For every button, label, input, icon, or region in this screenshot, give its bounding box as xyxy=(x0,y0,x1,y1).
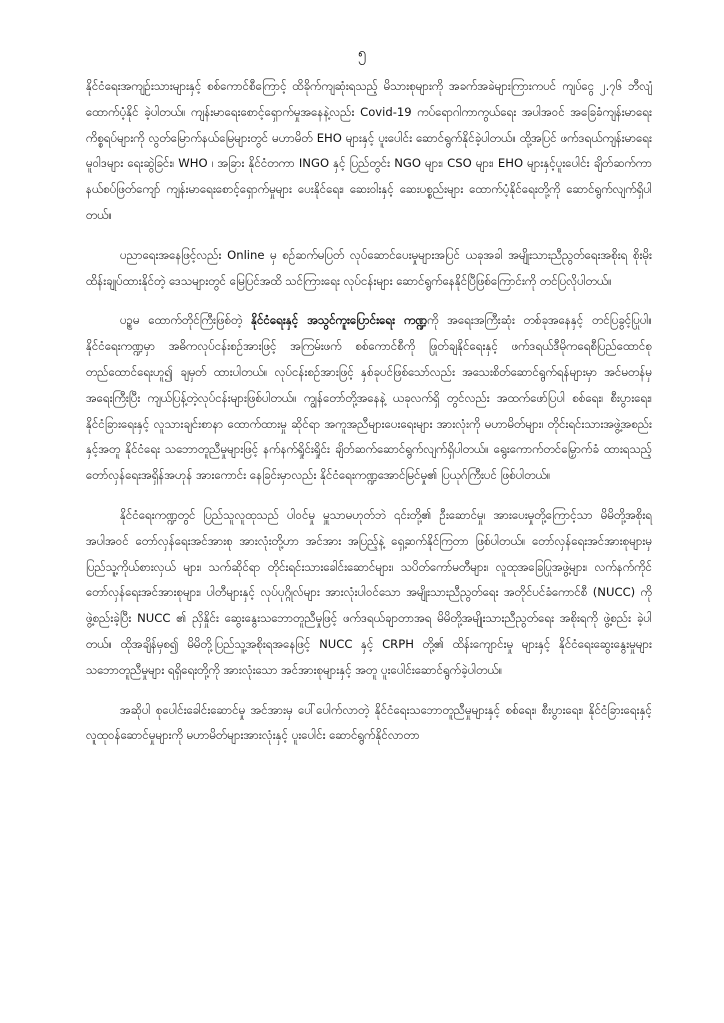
document-body xyxy=(86,74,652,763)
paragraph-4 xyxy=(86,503,652,684)
paragraph-4-text: နိုင်ငံရေးကဏ္ဍတွင် ပြည်သူလူထုသည် ပါဝင်မှု မှူသာမဟုတ်ဘဲ ၎င်းတို့၏ ဦးဆောင်မှု၊ အားပေးမှုတို့ကြောင့်သာ မိမိတို့အစိုးရ အပါအဝင် တော်လှန်ရေးအင်အားစု အားလုံးတို့ဟာ အင်အား အပြည့်နဲ့ ရှေ့ဆက်နိုင်ကြတာ ဖြစ်ပါတယ်။ တော်လှန်ရေးအင်အားစုများမှ ပြည်သူ့ကိုယ်စားလှယ် များ၊ သက်ဆိုင်ရာ တိုင်းရင်းသားခေါင်းဆောင်များ၊ သပိတ်ကော်မတီများ၊ လူထုအခြေပြုအဖွဲ့များ၊ လက်နက်ကိုင် တော်လှန်ရေးအင်အားစုများ၊ ပါတီများနှင့် လုပ်ပုဂ္ဂိုလ်များ အားလုံးပါဝင်သော အမျိုးသားညီညွတ်ရေး အတိုင်ပင်ခံကောင်စီ (NUCC) ကို ဖွဲ့စည်းခဲ့ပြီး NUCC ၏ ညှိနှိုင်း ဆွေးနွေးသဘောတူညီမှုဖြင့် ဖက်ဒရယ်ချာတာအရ မိမိတို့အမျိုးသားညီညွတ်ရေး အစိုးရကို ဖွဲ့စည်း ခဲ့ပါတယ်။ ထိုအချိန်မှစ၍ မိမိတို့ပြည်သူ့အစိုးရအနေဖြင့် NUCC နှင့် CRPH တို့၏ ထိန်းကျောင်းမှု များနှင့် နိုင်ငံရေးဆွေးနွေးမှုများ သဘောတူညီမှုများ ရရှိရေးတို့ကို အားလုံးသော အင်အားစုများနှင့် အတူ ပူးပေါင်းဆောင်ရွက်ခဲ့ပါတယ်။ xyxy=(86,507,652,677)
paragraph-3 xyxy=(86,308,652,489)
paragraph-5 xyxy=(86,698,652,750)
paragraph-3-text-start: ပဉ္စမ ထောက်တိုင်ကြီးဖြစ်တဲ့ xyxy=(120,313,252,328)
paragraph-3-bold-heading: နိုင်ငံရေးနှင့် အသွင်ကူးပြောင်းရေး ကဏ္ဍ xyxy=(251,313,428,328)
paragraph-2-text: ပညာရေးအနေဖြင့်လည်း Online မှ စဉ်ဆက်မပြတ် လုပ်ဆောင်ပေးမှုများအပြင် ယခုအခါ အမျိုးသားညီညွတ်ရေးအစိုးရ စိုးမိုးထိန်းချုပ်ထားနိုင်တဲ့ ဒေသများတွင် မြေပြင်အထိ သင်ကြားရေး လုပ်ငန်းများ ဆောင်ရွက်နေနိုင်ပြီဖြစ်ကြောင်းကို တင်ပြလိုပါတယ်။ xyxy=(86,247,652,288)
paragraph-5-text: အဆိုပါ စုပေါင်းခေါင်းဆောင်မှု အင်အားမှ ပေါ်ပေါက်လာတဲ့ နိုင်ငံရေးသဘောတူညီမှုများနှင့် စစ်ရေး၊ စီးပွားရေး၊ နိုင်ငံခြားရေးနှင့် လူထုဝန်ဆောင်မှုများကို မဟာမိတ်များအားလုံးနှင့် ပူးပေါင်း ဆောင်ရွက်နိုင်လာတာ xyxy=(86,702,652,743)
paragraph-1-text: နိုင်ငံရေးအကျဉ်းသားများနှင့် စစ်ကောင်စီကြောင့် ထိခိုက်ကျဆုံးရသည့် မိသားစုများကို အခက်အခဲများကြားကပင် ကျပ်ငွေ ၂.၇၆ ဘီလျံ ထောက်ပံ့နိုင် ခဲ့ပါတယ်။ ကျန်းမာရေးစောင့်ရှောက်မှုအနေနဲ့လည်း Covid-19 ကပ်ရောဂါကာကွယ်ရေး အပါအဝင် အခြေခံကျန်းမာရေးကိစ္စရပ်များကို လွတ်မြောက်နယ်မြေများတွင် မဟာမိတ် EHO များနှင့် ပူးပေါင်း ဆောင်ရွက်နိုင်ခဲ့ပါတယ်။ ထို့အပြင် ဖက်ဒရယ်ကျန်းမာရေး မူဝါဒများ ရေးဆွဲခြင်း၊ WHO ၊ အခြား နိုင်ငံတကာ INGO နှင့် ပြည်တွင်း NGO များ၊ CSO များ၊ EHO များနှင့်ပူးပေါင်း ချိတ်ဆက်ကာ နယ်စပ်ဖြတ်ကျော် ကျန်းမာရေးစောင့်ရှောက်မှုများ ပေးနိုင်ရေး၊ ဆေးဝါးနှင့် ဆေးပစ္စည်းများ ထောက်ပံ့နိုင်ရေးတို့ကို ဆောင်ရွက်လျက်ရှိပါတယ်။ xyxy=(86,79,652,222)
page-number: ၅ xyxy=(357,44,367,62)
paragraph-2 xyxy=(86,243,652,295)
paragraph-3-text-rest: ကို အရေးအကြီးဆုံး တစ်ခုအနေနှင့် တင်ပြခွင့်ပြုပါ။ နိုင်ငံရေးကဏ္ဍမှာ အဓိကလုပ်ငန်းစဉ်အားဖြင့် အကြမ်းဖက် စစ်ကောင်စီကို ဖြုတ်ချနိုင်ရေးနှင့် ဖက်ဒရယ်ဒီမိုကရေစီပြည်ထောင်စု တည်ထောင်ရေးဟူ၍ ချမှတ် ထားပါတယ်။ လုပ်ငန်းစဉ်အားဖြင့် နှစ်ခုပင်ဖြစ်သော်လည်း အသေးစိတ်ဆောင်ရွက်ရန်များမှာ အင်မတန်မှ အရေးကြီးပြီး ကျယ်ပြန့်တဲ့လုပ်ငန်းများဖြစ်ပါတယ်။ ကျွန်တော်တို့အနေနဲ့ ယခုလက်ရှိ တွင်လည်း အထက်ဖော်ပြပါ စစ်ရေး၊ စီးပွားရေး၊ နိုင်ငံခြားရေးနှင့် လူသားချင်းစာနာ ထောက်ထားမှု ဆိုင်ရာ အကူအညီများပေးရေးများ အားလုံးကို မဟာမိတ်များ၊ တိုင်းရင်းသားအဖွဲ့အစည်းနှင့်အတူ နိုင်ငံရေး သဘောတူညီမှုများဖြင့် နက်နက်ရှိုင်းရှိုင်း ချိတ်ဆက်ဆောင်ရွက်လျက်ရှိပါတယ်။ ရွေးကောက်တင်မြှောက်ခံ ထားရသည့် တော်လှန်ရေးအရှိန်အဟုန် အားကောင်း နေခြင်းမှာလည်း နိုင်ငံရေးကဏ္ဍအောင်မြင်မှု၏ ပြယုဂ်ကြီးပင် ဖြစ်ပါတယ်။ xyxy=(86,313,652,483)
paragraph-1 xyxy=(86,74,652,229)
